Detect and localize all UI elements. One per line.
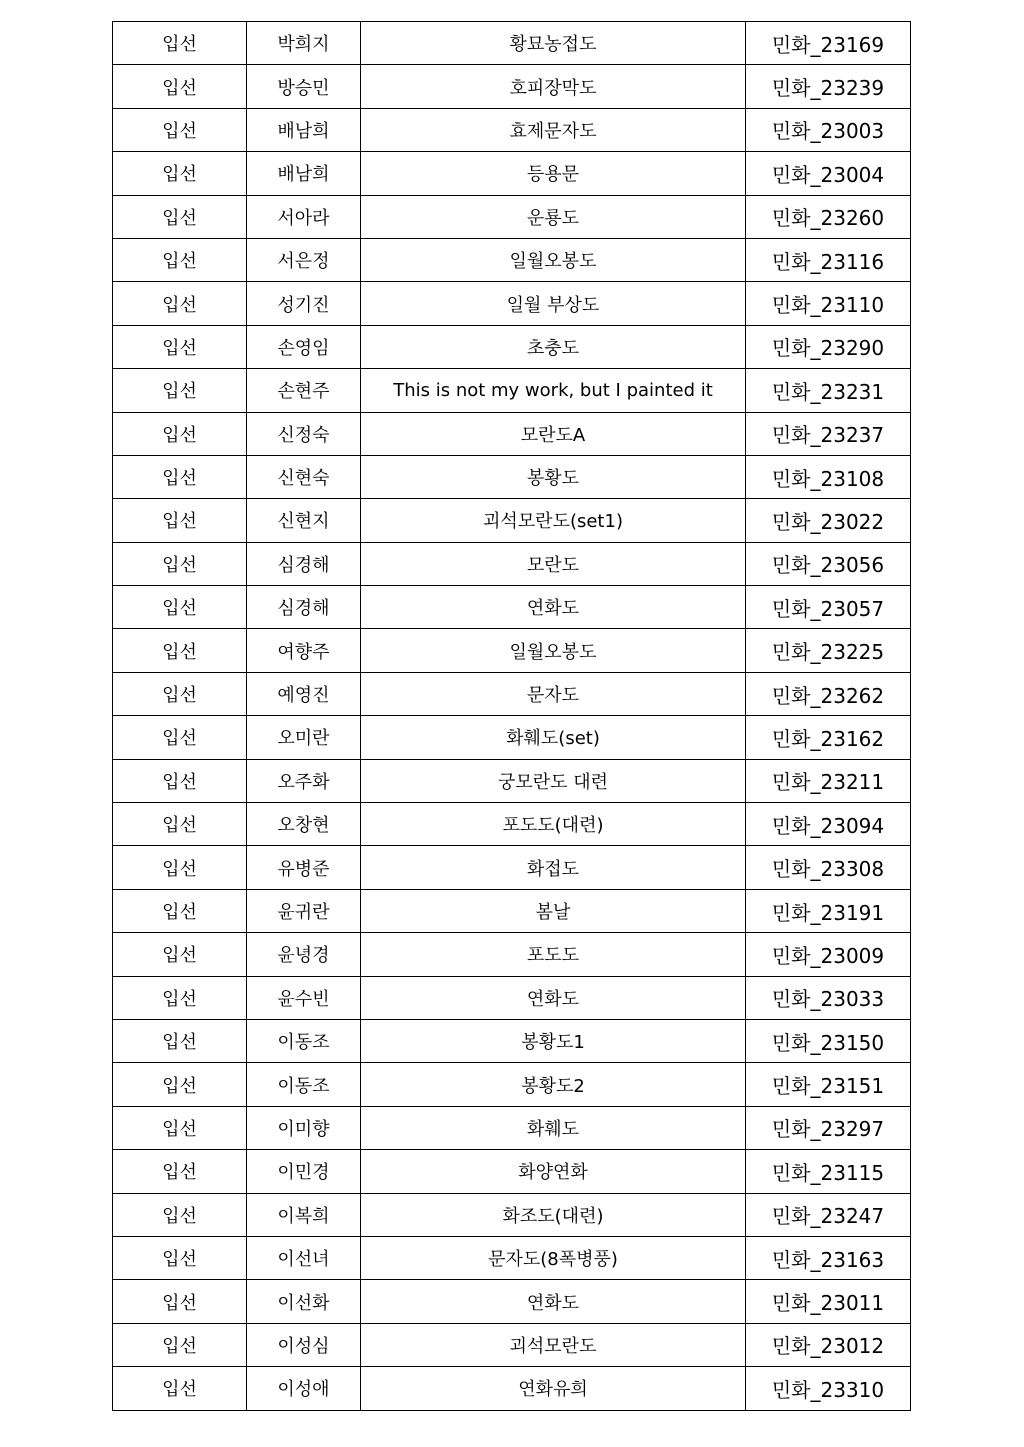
entry-code-cell: 민화_23231 [746, 369, 911, 412]
award-cell: 입선 [113, 1150, 247, 1193]
award-cell: 입선 [113, 1367, 247, 1410]
artwork-title-cell: 연화도 [361, 976, 746, 1019]
entry-code-cell: 민화_23003 [746, 108, 911, 151]
artwork-title-cell: 연화유희 [361, 1367, 746, 1410]
artist-name-cell: 심경해 [247, 542, 361, 585]
award-cell: 입선 [113, 455, 247, 498]
entry-code-cell: 민화_23033 [746, 976, 911, 1019]
table-row [113, 542, 911, 585]
award-cell: 입선 [113, 238, 247, 281]
artist-name-cell: 서은정 [247, 238, 361, 281]
entry-code-cell: 민화_23225 [746, 629, 911, 672]
artist-name-cell: 이민경 [247, 1150, 361, 1193]
artist-name-cell: 오창현 [247, 803, 361, 846]
table-row [113, 1280, 911, 1323]
artwork-title-cell: 일월오봉도 [361, 238, 746, 281]
artwork-title-cell: 일월오봉도 [361, 629, 746, 672]
entry-code-cell: 민화_23162 [746, 716, 911, 759]
table-row [113, 716, 911, 759]
award-cell: 입선 [113, 629, 247, 672]
table-row [113, 933, 911, 976]
award-cell: 입선 [113, 1193, 247, 1236]
entry-code-cell: 민화_23116 [746, 238, 911, 281]
artwork-title-cell: 모란도 [361, 542, 746, 585]
table-row [113, 1367, 911, 1410]
artist-name-cell: 이성애 [247, 1367, 361, 1410]
table-row [113, 803, 911, 846]
entry-code-cell: 민화_23151 [746, 1063, 911, 1106]
artwork-title-cell: 문자도 [361, 672, 746, 715]
table-row [113, 108, 911, 151]
entry-code-cell: 민화_23094 [746, 803, 911, 846]
artwork-title-cell: 일월 부상도 [361, 282, 746, 325]
entry-code-cell: 민화_23163 [746, 1236, 911, 1279]
entry-code-cell: 민화_23057 [746, 586, 911, 629]
entry-code-cell: 민화_23247 [746, 1193, 911, 1236]
table-row [113, 672, 911, 715]
entry-code-cell: 민화_23308 [746, 846, 911, 889]
table-row [113, 629, 911, 672]
entry-code-cell: 민화_23239 [746, 65, 911, 108]
artwork-title-cell: 괴석모란도(set1) [361, 499, 746, 542]
artwork-title-cell: 궁모란도 대련 [361, 759, 746, 802]
table-row [113, 1236, 911, 1279]
table-row [113, 1193, 911, 1236]
artwork-title-cell: 화훼도 [361, 1106, 746, 1149]
artwork-title-cell: 초충도 [361, 325, 746, 368]
award-cell: 입선 [113, 282, 247, 325]
artwork-title-cell: 봉황도 [361, 455, 746, 498]
award-cell: 입선 [113, 542, 247, 585]
artist-name-cell: 유병준 [247, 846, 361, 889]
artist-name-cell: 이선화 [247, 1280, 361, 1323]
entry-code-cell: 민화_23262 [746, 672, 911, 715]
table-row [113, 1019, 911, 1062]
award-cell: 입선 [113, 152, 247, 195]
table-row [113, 499, 911, 542]
table-row [113, 1063, 911, 1106]
artist-name-cell: 오주화 [247, 759, 361, 802]
artist-name-cell: 방승민 [247, 65, 361, 108]
table-row [113, 1150, 911, 1193]
award-cell: 입선 [113, 672, 247, 715]
artwork-title-cell: 효제문자도 [361, 108, 746, 151]
award-cell: 입선 [113, 976, 247, 1019]
table-row [113, 976, 911, 1019]
artist-name-cell: 심경해 [247, 586, 361, 629]
entry-code-cell: 민화_23012 [746, 1323, 911, 1366]
results-sheet [112, 21, 910, 1411]
entry-code-cell: 민화_23297 [746, 1106, 911, 1149]
results-table-body [113, 22, 911, 1411]
table-row [113, 65, 911, 108]
results-table [112, 21, 911, 1411]
artist-name-cell: 손영임 [247, 325, 361, 368]
table-row [113, 152, 911, 195]
entry-code-cell: 민화_23004 [746, 152, 911, 195]
table-row [113, 759, 911, 802]
artist-name-cell: 신현숙 [247, 455, 361, 498]
award-cell: 입선 [113, 195, 247, 238]
table-row [113, 282, 911, 325]
entry-code-cell: 민화_23022 [746, 499, 911, 542]
table-row [113, 22, 911, 65]
award-cell: 입선 [113, 1019, 247, 1062]
table-row [113, 1106, 911, 1149]
artwork-title-cell: 괴석모란도 [361, 1323, 746, 1366]
entry-code-cell: 민화_23056 [746, 542, 911, 585]
artist-name-cell: 성기진 [247, 282, 361, 325]
award-cell: 입선 [113, 65, 247, 108]
table-row [113, 889, 911, 932]
artist-name-cell: 오미란 [247, 716, 361, 759]
entry-code-cell: 민화_23169 [746, 22, 911, 65]
table-row [113, 1323, 911, 1366]
artwork-title-cell: 운룡도 [361, 195, 746, 238]
artwork-title-cell: 봄날 [361, 889, 746, 932]
artwork-title-cell: 포도도 [361, 933, 746, 976]
award-cell: 입선 [113, 369, 247, 412]
award-cell: 입선 [113, 1106, 247, 1149]
award-cell: 입선 [113, 933, 247, 976]
table-row [113, 195, 911, 238]
artist-name-cell: 이동조 [247, 1019, 361, 1062]
artist-name-cell: 이동조 [247, 1063, 361, 1106]
entry-code-cell: 민화_23237 [746, 412, 911, 455]
artist-name-cell: 이성심 [247, 1323, 361, 1366]
artwork-title-cell: 화조도(대련) [361, 1193, 746, 1236]
entry-code-cell: 민화_23211 [746, 759, 911, 802]
artwork-title-cell: 연화도 [361, 586, 746, 629]
award-cell: 입선 [113, 846, 247, 889]
artist-name-cell: 신현지 [247, 499, 361, 542]
table-row [113, 369, 911, 412]
award-cell: 입선 [113, 1236, 247, 1279]
award-cell: 입선 [113, 22, 247, 65]
artist-name-cell: 여향주 [247, 629, 361, 672]
table-row [113, 586, 911, 629]
artwork-title-cell: 등용문 [361, 152, 746, 195]
artist-name-cell: 배남희 [247, 108, 361, 151]
award-cell: 입선 [113, 325, 247, 368]
table-row [113, 325, 911, 368]
artwork-title-cell: 황묘농접도 [361, 22, 746, 65]
artist-name-cell: 윤수빈 [247, 976, 361, 1019]
entry-code-cell: 민화_23115 [746, 1150, 911, 1193]
artist-name-cell: 윤녕경 [247, 933, 361, 976]
table-row [113, 238, 911, 281]
award-cell: 입선 [113, 759, 247, 802]
artist-name-cell: 박희지 [247, 22, 361, 65]
artist-name-cell: 손현주 [247, 369, 361, 412]
artist-name-cell: 이선녀 [247, 1236, 361, 1279]
entry-code-cell: 민화_23150 [746, 1019, 911, 1062]
award-cell: 입선 [113, 1280, 247, 1323]
table-row [113, 412, 911, 455]
entry-code-cell: 민화_23310 [746, 1367, 911, 1410]
artist-name-cell: 배남희 [247, 152, 361, 195]
entry-code-cell: 민화_23009 [746, 933, 911, 976]
award-cell: 입선 [113, 1063, 247, 1106]
artwork-title-cell: 문자도(8폭병풍) [361, 1236, 746, 1279]
award-cell: 입선 [113, 499, 247, 542]
entry-code-cell: 민화_23110 [746, 282, 911, 325]
award-cell: 입선 [113, 412, 247, 455]
artist-name-cell: 신정숙 [247, 412, 361, 455]
table-row [113, 846, 911, 889]
entry-code-cell: 민화_23011 [746, 1280, 911, 1323]
table-row [113, 455, 911, 498]
artwork-title-cell: 봉황도1 [361, 1019, 746, 1062]
entry-code-cell: 민화_23108 [746, 455, 911, 498]
entry-code-cell: 민화_23260 [746, 195, 911, 238]
artwork-title-cell: 화접도 [361, 846, 746, 889]
artist-name-cell: 윤귀란 [247, 889, 361, 932]
artwork-title-cell: 봉황도2 [361, 1063, 746, 1106]
award-cell: 입선 [113, 108, 247, 151]
artist-name-cell: 예영진 [247, 672, 361, 715]
award-cell: 입선 [113, 803, 247, 846]
artwork-title-cell: 화훼도(set) [361, 716, 746, 759]
entry-code-cell: 민화_23191 [746, 889, 911, 932]
award-cell: 입선 [113, 716, 247, 759]
artist-name-cell: 이복희 [247, 1193, 361, 1236]
artwork-title-cell: 모란도A [361, 412, 746, 455]
artwork-title-cell: 연화도 [361, 1280, 746, 1323]
award-cell: 입선 [113, 889, 247, 932]
artist-name-cell: 서아라 [247, 195, 361, 238]
artwork-title-cell: 호피장막도 [361, 65, 746, 108]
artist-name-cell: 이미향 [247, 1106, 361, 1149]
artwork-title-cell: This is not my work, but I painted it [361, 369, 746, 412]
entry-code-cell: 민화_23290 [746, 325, 911, 368]
award-cell: 입선 [113, 586, 247, 629]
artwork-title-cell: 화양연화 [361, 1150, 746, 1193]
artwork-title-cell: 포도도(대련) [361, 803, 746, 846]
award-cell: 입선 [113, 1323, 247, 1366]
